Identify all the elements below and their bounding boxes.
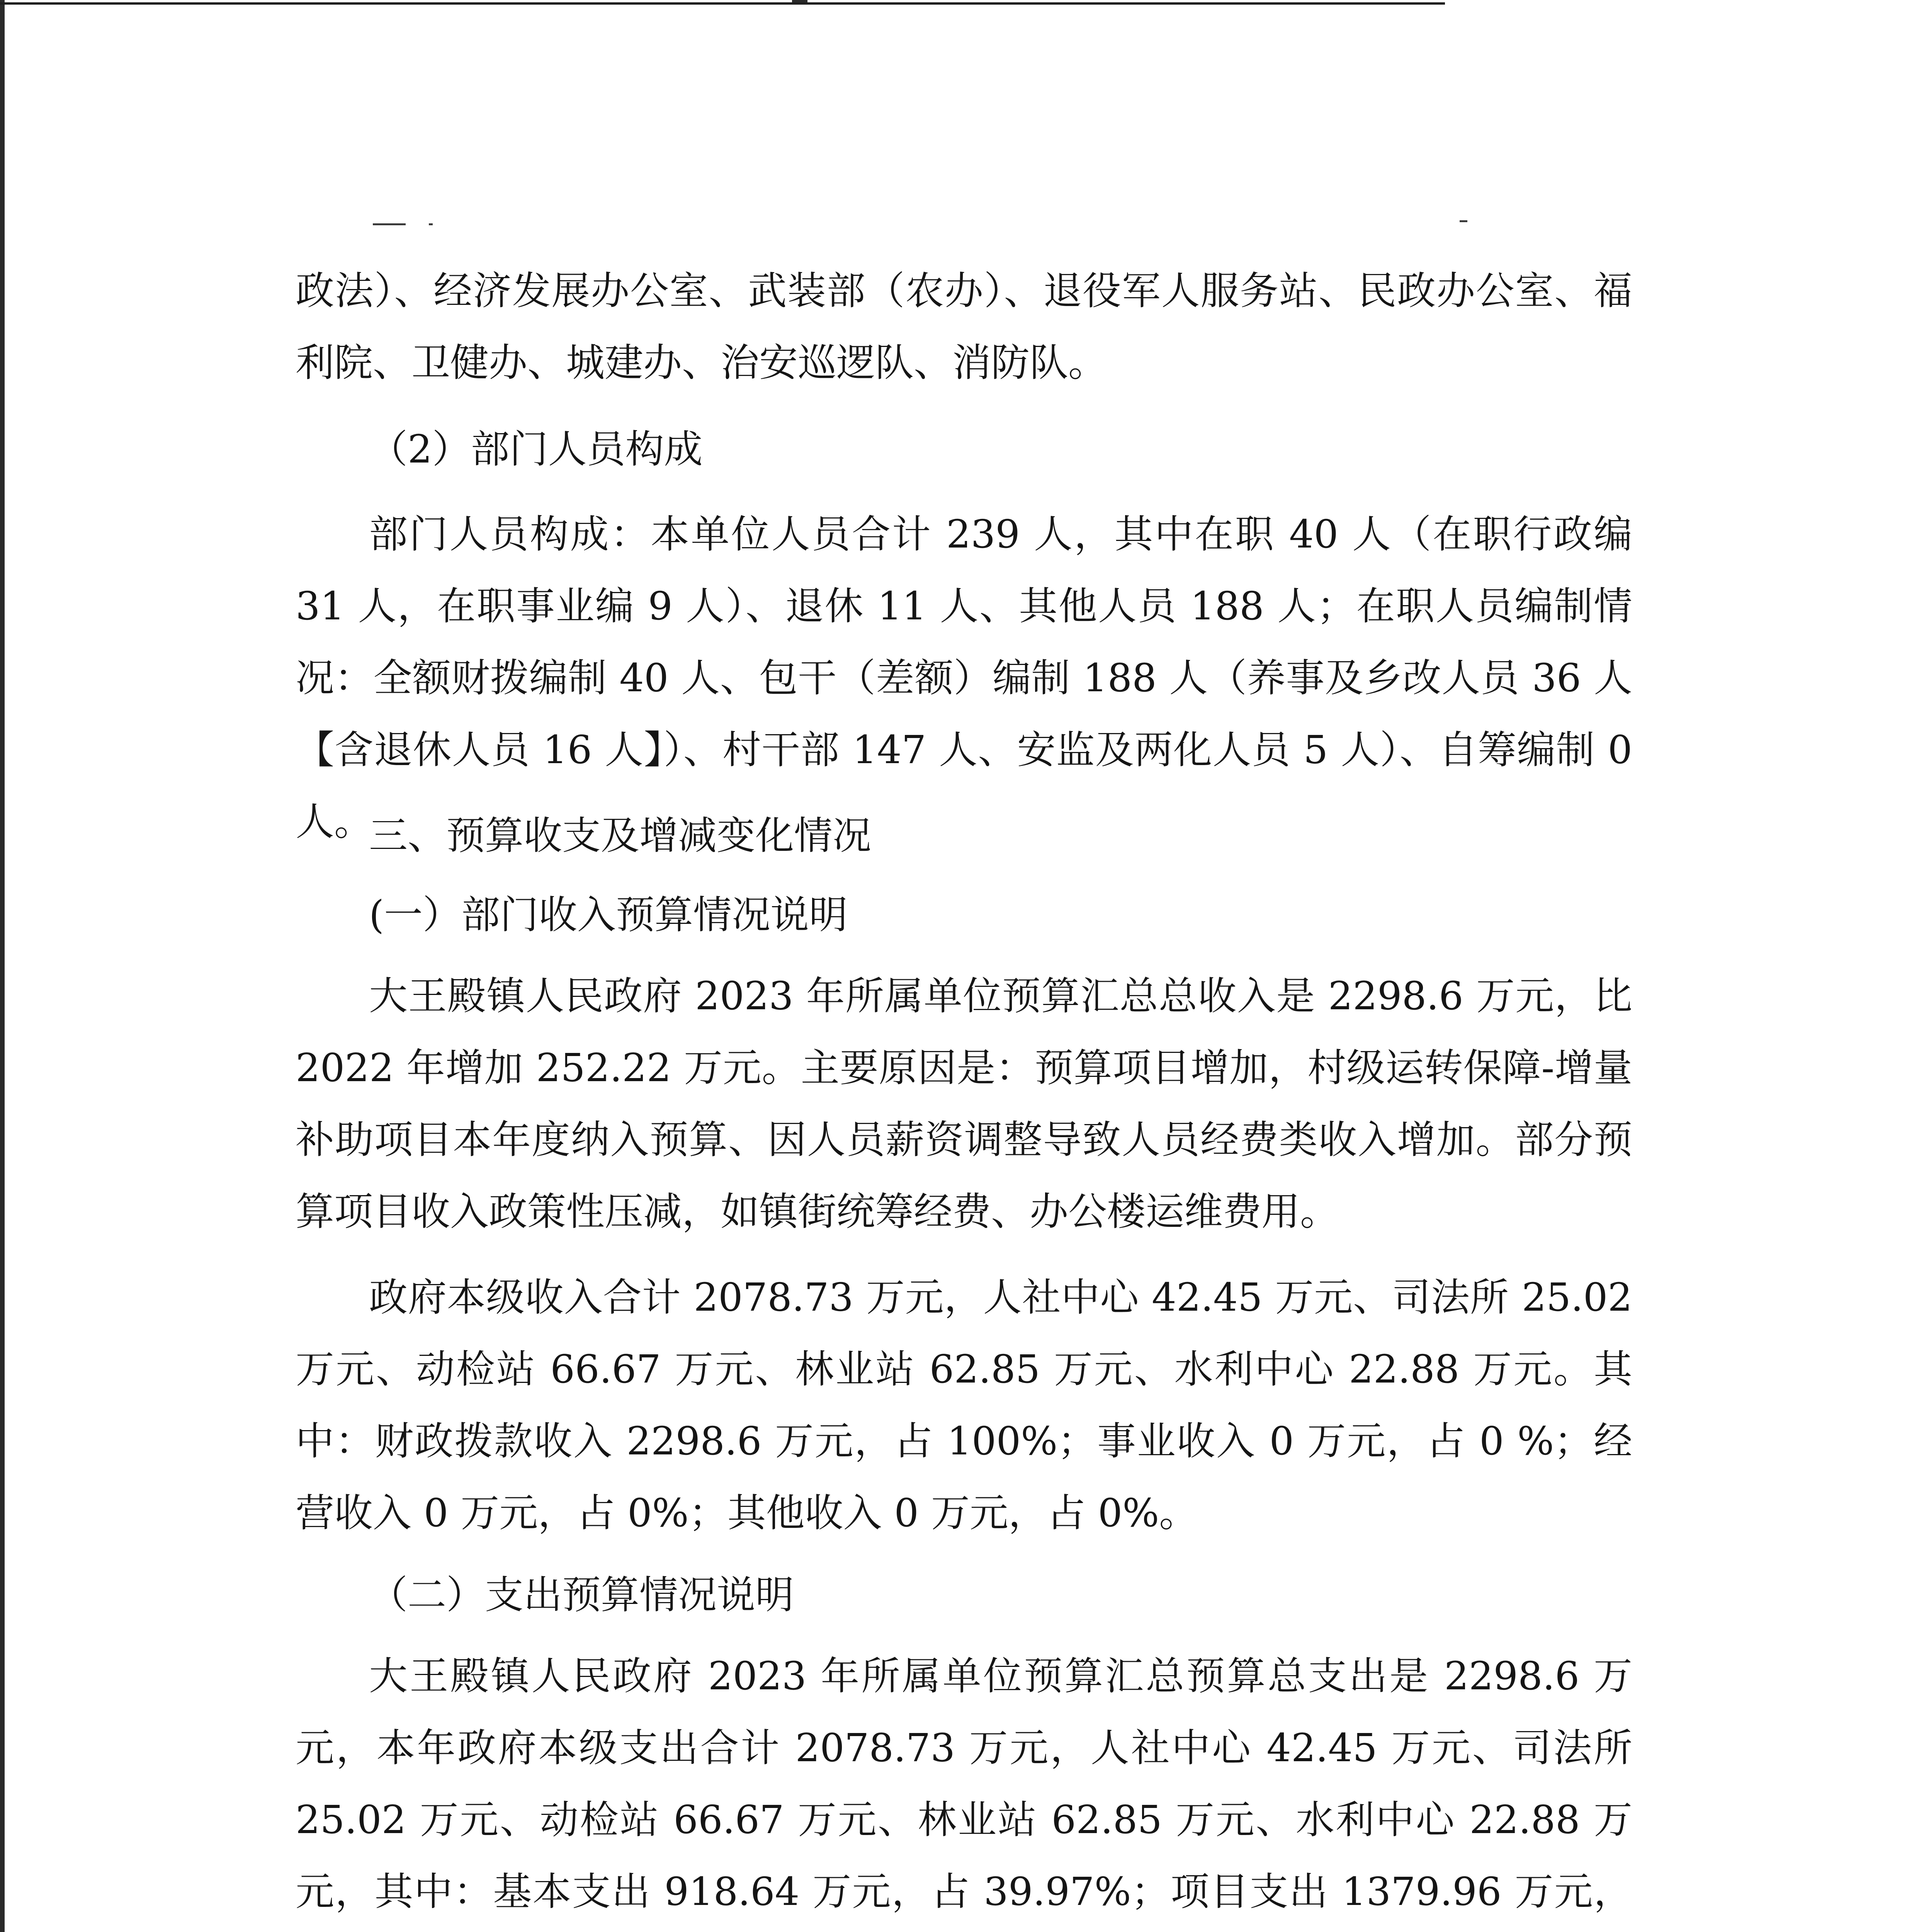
paragraph-departments-continued: 政法）、经济发展办公室、武装部（农办）、退役军人服务站、民政办公室、福利院、卫健办、城建办、治安巡逻队、消防队。 xyxy=(296,268,1632,385)
heading-staff-composition: （2）部门人员构成 xyxy=(369,427,703,472)
paragraph-staff-composition: 部门人员构成：本单位人员合计 239 人，其中在职 40 人（在职行政编 31 人，在职事业编 9 人）、退休 11 人、其他人员 188 人；在职人员编制情况：全额财拨编制 40 人、包干（差额）编制 188 人（养事及乡改人员 36 人【含退休人员 16 人】）、村干部 147 人、安监及两化人员 5 人）、自筹编制 0 人。 xyxy=(296,512,1632,844)
paragraph-expenditure-summary: 大王殿镇人民政府 2023 年所属单位预算汇总预算总支出是 2298.6 万元，本年政府本级支出合计 2078.73 万元，人社中心 42.45 万元、司法所 25.02 万元、动检站 66.67 万元、林业站 62.85 万元、水利中心 22.88 万元，其中：基本支出 918.64 万元，占 39.97%；项目支出 1379.96 万元， xyxy=(296,1653,1632,1914)
heading-expenditure-budget: （二）支出预算情况说明 xyxy=(369,1572,794,1617)
paragraph-income-breakdown: 政府本级收入合计 2078.73 万元，人社中心 42.45 万元、司法所 25.02 万元、动检站 66.67 万元、林业站 62.85 万元、水利中心 22.88 万元。其中：财政拨款收入 2298.6 万元，占 100%；事业收入 0 万元，占 0 %；经营收入 0 万元，占 0%；其他收入 0 万元，占 0%。 xyxy=(296,1275,1632,1536)
paragraph-income-summary: 大王殿镇人民政府 2023 年所属单位预算汇总总收入是 2298.6 万元，比 2022 年增加 252.22 万元。主要原因是：预算项目增加，村级运转保障-增量补助项目本年度纳入预算、因人员薪资调整导致人员经费类收入增加。部分预算项目收入政策性压减，如镇街统筹经费、办公楼运维费用。 xyxy=(296,973,1632,1234)
heading-income-budget: (一）部门收入预算情况说明 xyxy=(369,892,848,937)
section-heading-budget: 三、预算收支及增减变化情况 xyxy=(369,813,871,858)
